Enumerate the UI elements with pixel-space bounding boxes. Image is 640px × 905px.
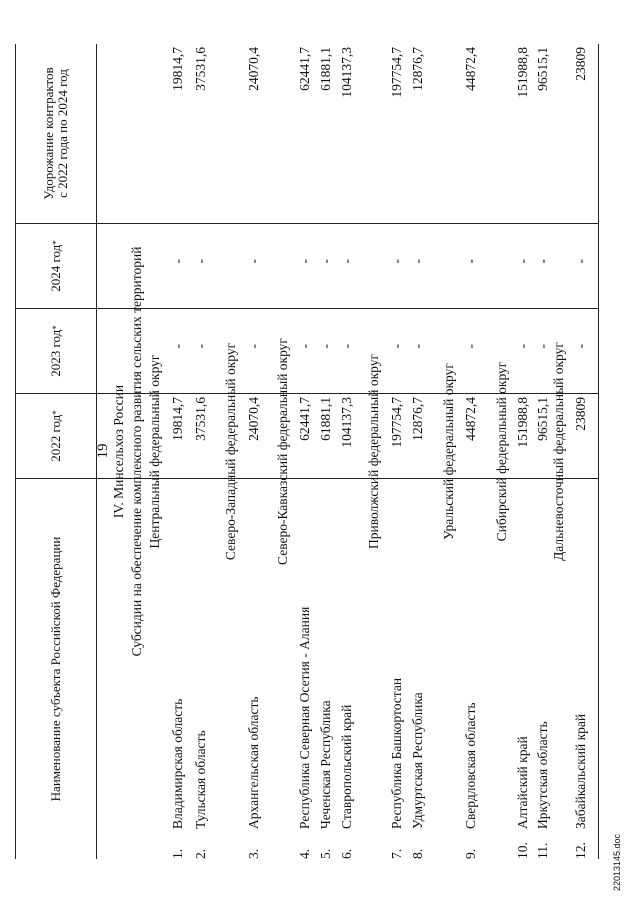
- value-2024: -: [389, 259, 404, 264]
- subject-name: Республика Башкортостан: [389, 677, 404, 829]
- row-number: 5.: [318, 848, 333, 859]
- value-2023: -: [297, 344, 312, 349]
- header-contract-increase: Удорожание контрактов с 2022 года по 2024 год: [16, 44, 96, 224]
- row-number: 11.: [535, 842, 550, 859]
- value-2023: -: [170, 344, 185, 349]
- value-2023: -: [535, 344, 550, 349]
- row-number: 9.: [463, 848, 478, 859]
- row-number: 1.: [170, 848, 185, 859]
- value-2022: 197754,7: [389, 397, 404, 448]
- row-number: 10.: [515, 842, 530, 859]
- subject-name: Забайкальский край: [573, 713, 588, 829]
- subject-name: Свердловская область: [463, 702, 478, 829]
- subject-name: Архангельская область: [246, 696, 261, 829]
- subject-name: Чеченская Республика: [318, 700, 333, 829]
- district-heading: Центральный федеральный округ: [147, 354, 162, 549]
- value-2023: -: [193, 344, 208, 349]
- district-heading: Дальневосточный федеральный округ: [551, 342, 566, 561]
- district-heading: Северо-Кавказский федеральный округ: [275, 338, 290, 565]
- district-heading: Сибирский федеральный округ: [494, 361, 509, 542]
- value-2024: -: [193, 259, 208, 264]
- value-2022: 37531,6: [193, 397, 208, 441]
- row-number: 6.: [339, 848, 354, 859]
- value-increase: 37531,6: [193, 47, 208, 91]
- table-header: [16, 44, 97, 859]
- document-file-code: 22013145.doc: [612, 833, 622, 891]
- page-number: 19: [95, 443, 111, 459]
- row-number: 12.: [573, 842, 588, 859]
- value-2022: 62441,7: [297, 397, 312, 441]
- section-title: IV. Минсельхоз России: [111, 384, 126, 519]
- value-2023: -: [463, 344, 478, 349]
- row-number: 3.: [246, 848, 261, 859]
- value-increase: 151988,8: [515, 47, 530, 98]
- subject-name: Владимирская область: [170, 698, 185, 829]
- subject-name: Республика Северная Осетия - Алания: [297, 606, 312, 829]
- value-2023: -: [339, 344, 354, 349]
- value-2022: 19814,7: [170, 397, 185, 441]
- value-increase: 19814,7: [170, 47, 185, 91]
- subject-name: Тульская область: [193, 730, 208, 829]
- value-increase: 12876,7: [410, 47, 425, 91]
- budget-table: [15, 44, 599, 859]
- value-increase: 96515,1: [535, 47, 550, 91]
- value-2022: 104137,3: [339, 397, 354, 448]
- value-2024: -: [573, 259, 588, 264]
- value-2022: 23809: [573, 397, 588, 431]
- value-increase: 23809: [573, 47, 588, 81]
- district-heading: Северо-Западный федеральный округ: [223, 342, 238, 561]
- value-increase: 61881,1: [318, 47, 333, 91]
- value-2024: -: [410, 259, 425, 264]
- header-2023: 2023 год *: [16, 309, 96, 394]
- value-2023: -: [389, 344, 404, 349]
- value-2022: 44872,4: [463, 397, 478, 441]
- district-heading: Приволжский федеральный округ: [366, 354, 381, 550]
- value-2022: 96515,1: [535, 397, 550, 441]
- value-2024: -: [246, 259, 261, 264]
- subject-name: Алтайский край: [515, 736, 530, 829]
- value-2023: -: [318, 344, 333, 349]
- value-2023: -: [573, 344, 588, 349]
- value-2023: -: [515, 344, 530, 349]
- value-2024: -: [515, 259, 530, 264]
- subject-name: Ставропольский край: [339, 704, 354, 829]
- header-2024: 2024 год *: [16, 224, 96, 309]
- value-2024: -: [535, 259, 550, 264]
- value-2024: -: [339, 259, 354, 264]
- header-2022: 2022 год *: [16, 394, 96, 479]
- value-increase: 44872,4: [463, 47, 478, 91]
- value-2024: -: [463, 259, 478, 264]
- header-subject-name: Наименование субъекта Российской Федерации: [48, 536, 63, 802]
- value-2022: 151988,8: [515, 397, 530, 448]
- value-increase: 24070,4: [246, 47, 261, 91]
- subject-name: Удмуртская Республика: [410, 692, 425, 829]
- value-increase: 197754,7: [389, 47, 404, 98]
- subsection-title: Субсидии на обеспечение комплексного развития сельских территорий: [129, 246, 144, 657]
- row-number: 4.: [297, 848, 312, 859]
- district-heading: Уральский федеральный округ: [441, 363, 456, 540]
- row-number: 7.: [389, 848, 404, 859]
- value-2024: -: [297, 259, 312, 264]
- row-number: 2.: [193, 848, 208, 859]
- value-2023: -: [246, 344, 261, 349]
- value-2024: -: [170, 259, 185, 264]
- value-increase: 62441,7: [297, 47, 312, 91]
- value-2023: -: [410, 344, 425, 349]
- value-2022: 12876,7: [410, 397, 425, 441]
- value-2024: -: [318, 259, 333, 264]
- value-2022: 24070,4: [246, 397, 261, 441]
- subject-name: Иркутская область: [535, 721, 550, 829]
- row-number: 8.: [410, 848, 425, 859]
- value-increase: 104137,3: [339, 47, 354, 98]
- value-2022: 61881,1: [318, 397, 333, 441]
